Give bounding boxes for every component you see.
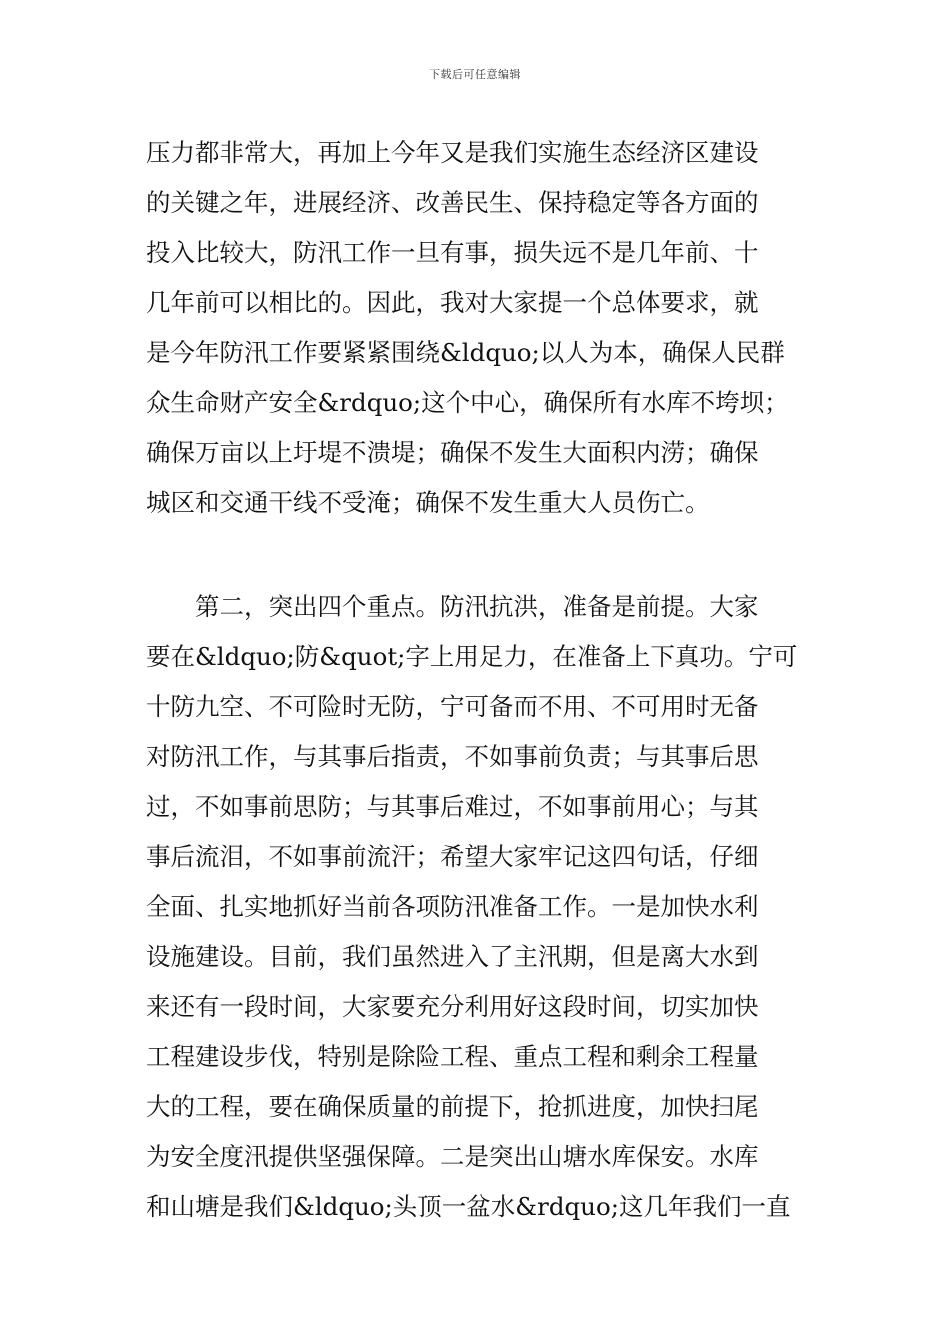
- page-header: 下载后可任意编辑: [429, 68, 521, 81]
- text-line: 确保万亩以上圩堤不溃堤；确保不发生大面积内涝；确保: [146, 438, 759, 467]
- text-line: 大的工程，要在确保质量的前提下，抢抓进度，加快扫尾: [146, 1092, 759, 1121]
- text-line: 对防汛工作，与其事后指责，不如事前负责；与其事后思: [146, 742, 759, 771]
- text-line: 工程建设步伐，特别是除险工程、重点工程和剩余工程量: [146, 1042, 759, 1071]
- text-line: 设施建设。目前，我们虽然进入了主汛期，但是离大水到: [146, 942, 759, 971]
- text-line: 十防九空、不可险时无防，宁可备而不用、不可用时无备: [146, 692, 759, 721]
- document-body: [146, 128, 816, 1232]
- paragraph-spacer: [146, 528, 816, 582]
- text-line: 要在&ldquo;防&quot;字上用足力，在准备上下真功。宁可: [146, 642, 798, 671]
- text-line: 城区和交通干线不受淹；确保不发生重大人员伤亡。: [146, 488, 710, 517]
- text-line: 压力都非常大，再加上今年又是我们实施生态经济区建设: [146, 138, 759, 167]
- paragraph-1: [146, 128, 816, 528]
- text-line: 几年前可以相比的。因此，我对大家提一个总体要求，就: [146, 288, 759, 317]
- text-line: 全面、扎实地抓好当前各项防汛准备工作。一是加快水利: [146, 892, 759, 921]
- text-line: 的关键之年，进展经济、改善民生、保持稳定等各方面的: [146, 188, 759, 217]
- text-line: 是今年防汛工作要紧紧围绕&ldquo;以人为本，确保人民群: [146, 338, 785, 367]
- text-line: 和山塘是我们&ldquo;头顶一盆水&rdquo;这几年我们一直: [146, 1192, 791, 1221]
- text-line: 众生命财产安全&rdquo;这个中心，确保所有水库不垮坝；: [146, 388, 789, 417]
- text-line: 事后流泪，不如事前流汗；希望大家牢记这四句话，仔细: [146, 842, 759, 871]
- paragraph-2: [146, 582, 816, 1232]
- text-line: 为安全度汛提供坚强保障。二是突出山塘水库保安。水库: [146, 1142, 759, 1171]
- text-line: 过，不如事前思防；与其事后难过，不如事前用心；与其: [146, 792, 759, 821]
- text-line: 来还有一段时间，大家要充分利用好这段时间，切实加快: [146, 992, 759, 1021]
- text-line: 投入比较大，防汛工作一旦有事，损失远不是几年前、十: [146, 238, 759, 267]
- text-line: 第二，突出四个重点。防汛抗洪，准备是前提。大家: [195, 592, 759, 621]
